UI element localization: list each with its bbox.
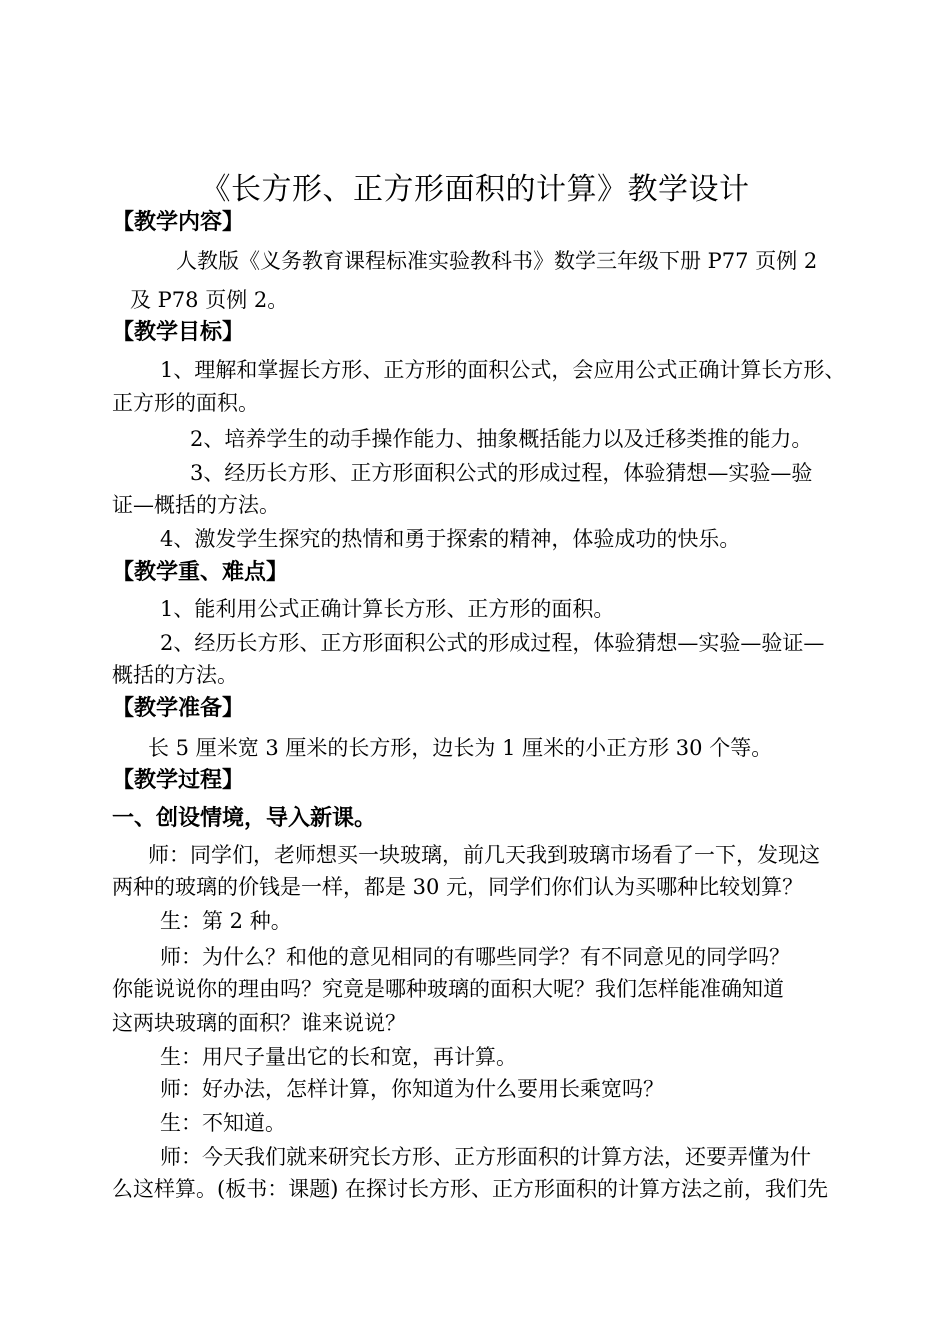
paragraph-line: 么这样算。(板书：课题) 在探讨长方形、正方形面积的计算方法之前，我们先 (112, 1177, 829, 1201)
paragraph-line: 2、培养学生的动手操作能力、抽象概括能力以及迁移类推的能力。 (190, 427, 813, 451)
document-title: 《长方形、正方形面积的计算》教学设计 (200, 172, 750, 207)
paragraph-line: 及 P78 页例 2。 (130, 288, 289, 312)
paragraph-line: 师：好办法，怎样计算，你知道为什么要用长乘宽吗？ (160, 1077, 664, 1101)
paragraph-line: 2、经历长方形、正方形面积公式的形成过程，体验猜想—实验—验证— (160, 631, 825, 655)
paragraph-line: 你能说说你的理由吗？究竟是哪种玻璃的面积大呢？我们怎样能准确知道 (112, 977, 784, 1001)
paragraph-line: 证—概括的方法。 (112, 493, 280, 517)
paragraph-line: 师：同学们，老师想买一块玻璃，前几天我到玻璃市场看了一下，发现这 (148, 843, 820, 867)
heading-content: 【教学内容】 (112, 210, 245, 235)
paragraph-line: 4、激发学生探究的热情和勇于探索的精神，体验成功的快乐。 (160, 527, 741, 551)
paragraph-line: 1、能利用公式正确计算长方形、正方形的面积。 (160, 597, 615, 621)
subheading-step-one: 一、创设情境，导入新课。 (112, 806, 377, 831)
heading-preparation: 【教学准备】 (112, 696, 245, 721)
paragraph-line: 师：今天我们就来研究长方形、正方形面积的计算方法，还要弄懂为什 (160, 1145, 811, 1169)
heading-goals: 【教学目标】 (112, 320, 245, 345)
paragraph-line: 正方形的面积。 (112, 391, 259, 415)
paragraph-line: 这两块玻璃的面积？谁来说说？ (112, 1011, 406, 1035)
paragraph-line: 人教版《义务教育课程标准实验教科书》数学三年级下册 P77 页例 2 (176, 249, 818, 273)
paragraph-line: 1、理解和掌握长方形、正方形的面积公式，会应用公式正确计算长方形、 (160, 358, 846, 382)
paragraph-line: 3、经历长方形、正方形面积公式的形成过程，体验猜想—实验—验 (190, 461, 813, 485)
paragraph-line: 长 5 厘米宽 3 厘米的长方形，边长为 1 厘米的小正方形 30 个等。 (148, 736, 773, 760)
paragraph-line: 概括的方法。 (112, 663, 238, 687)
paragraph-line: 生：第 2 种。 (160, 909, 292, 933)
paragraph-line: 生：不知道。 (160, 1111, 286, 1135)
paragraph-line: 师：为什么？和他的意见相同的有哪些同学？有不同意见的同学吗？ (160, 945, 790, 969)
paragraph-line: 两种的玻璃的价钱是一样，都是 30 元，同学们你们认为买哪种比较划算？ (112, 875, 804, 899)
heading-process: 【教学过程】 (112, 768, 245, 793)
paragraph-line: 生：用尺子量出它的长和宽，再计算。 (160, 1045, 517, 1069)
heading-keypoints: 【教学重、难点】 (112, 560, 289, 585)
